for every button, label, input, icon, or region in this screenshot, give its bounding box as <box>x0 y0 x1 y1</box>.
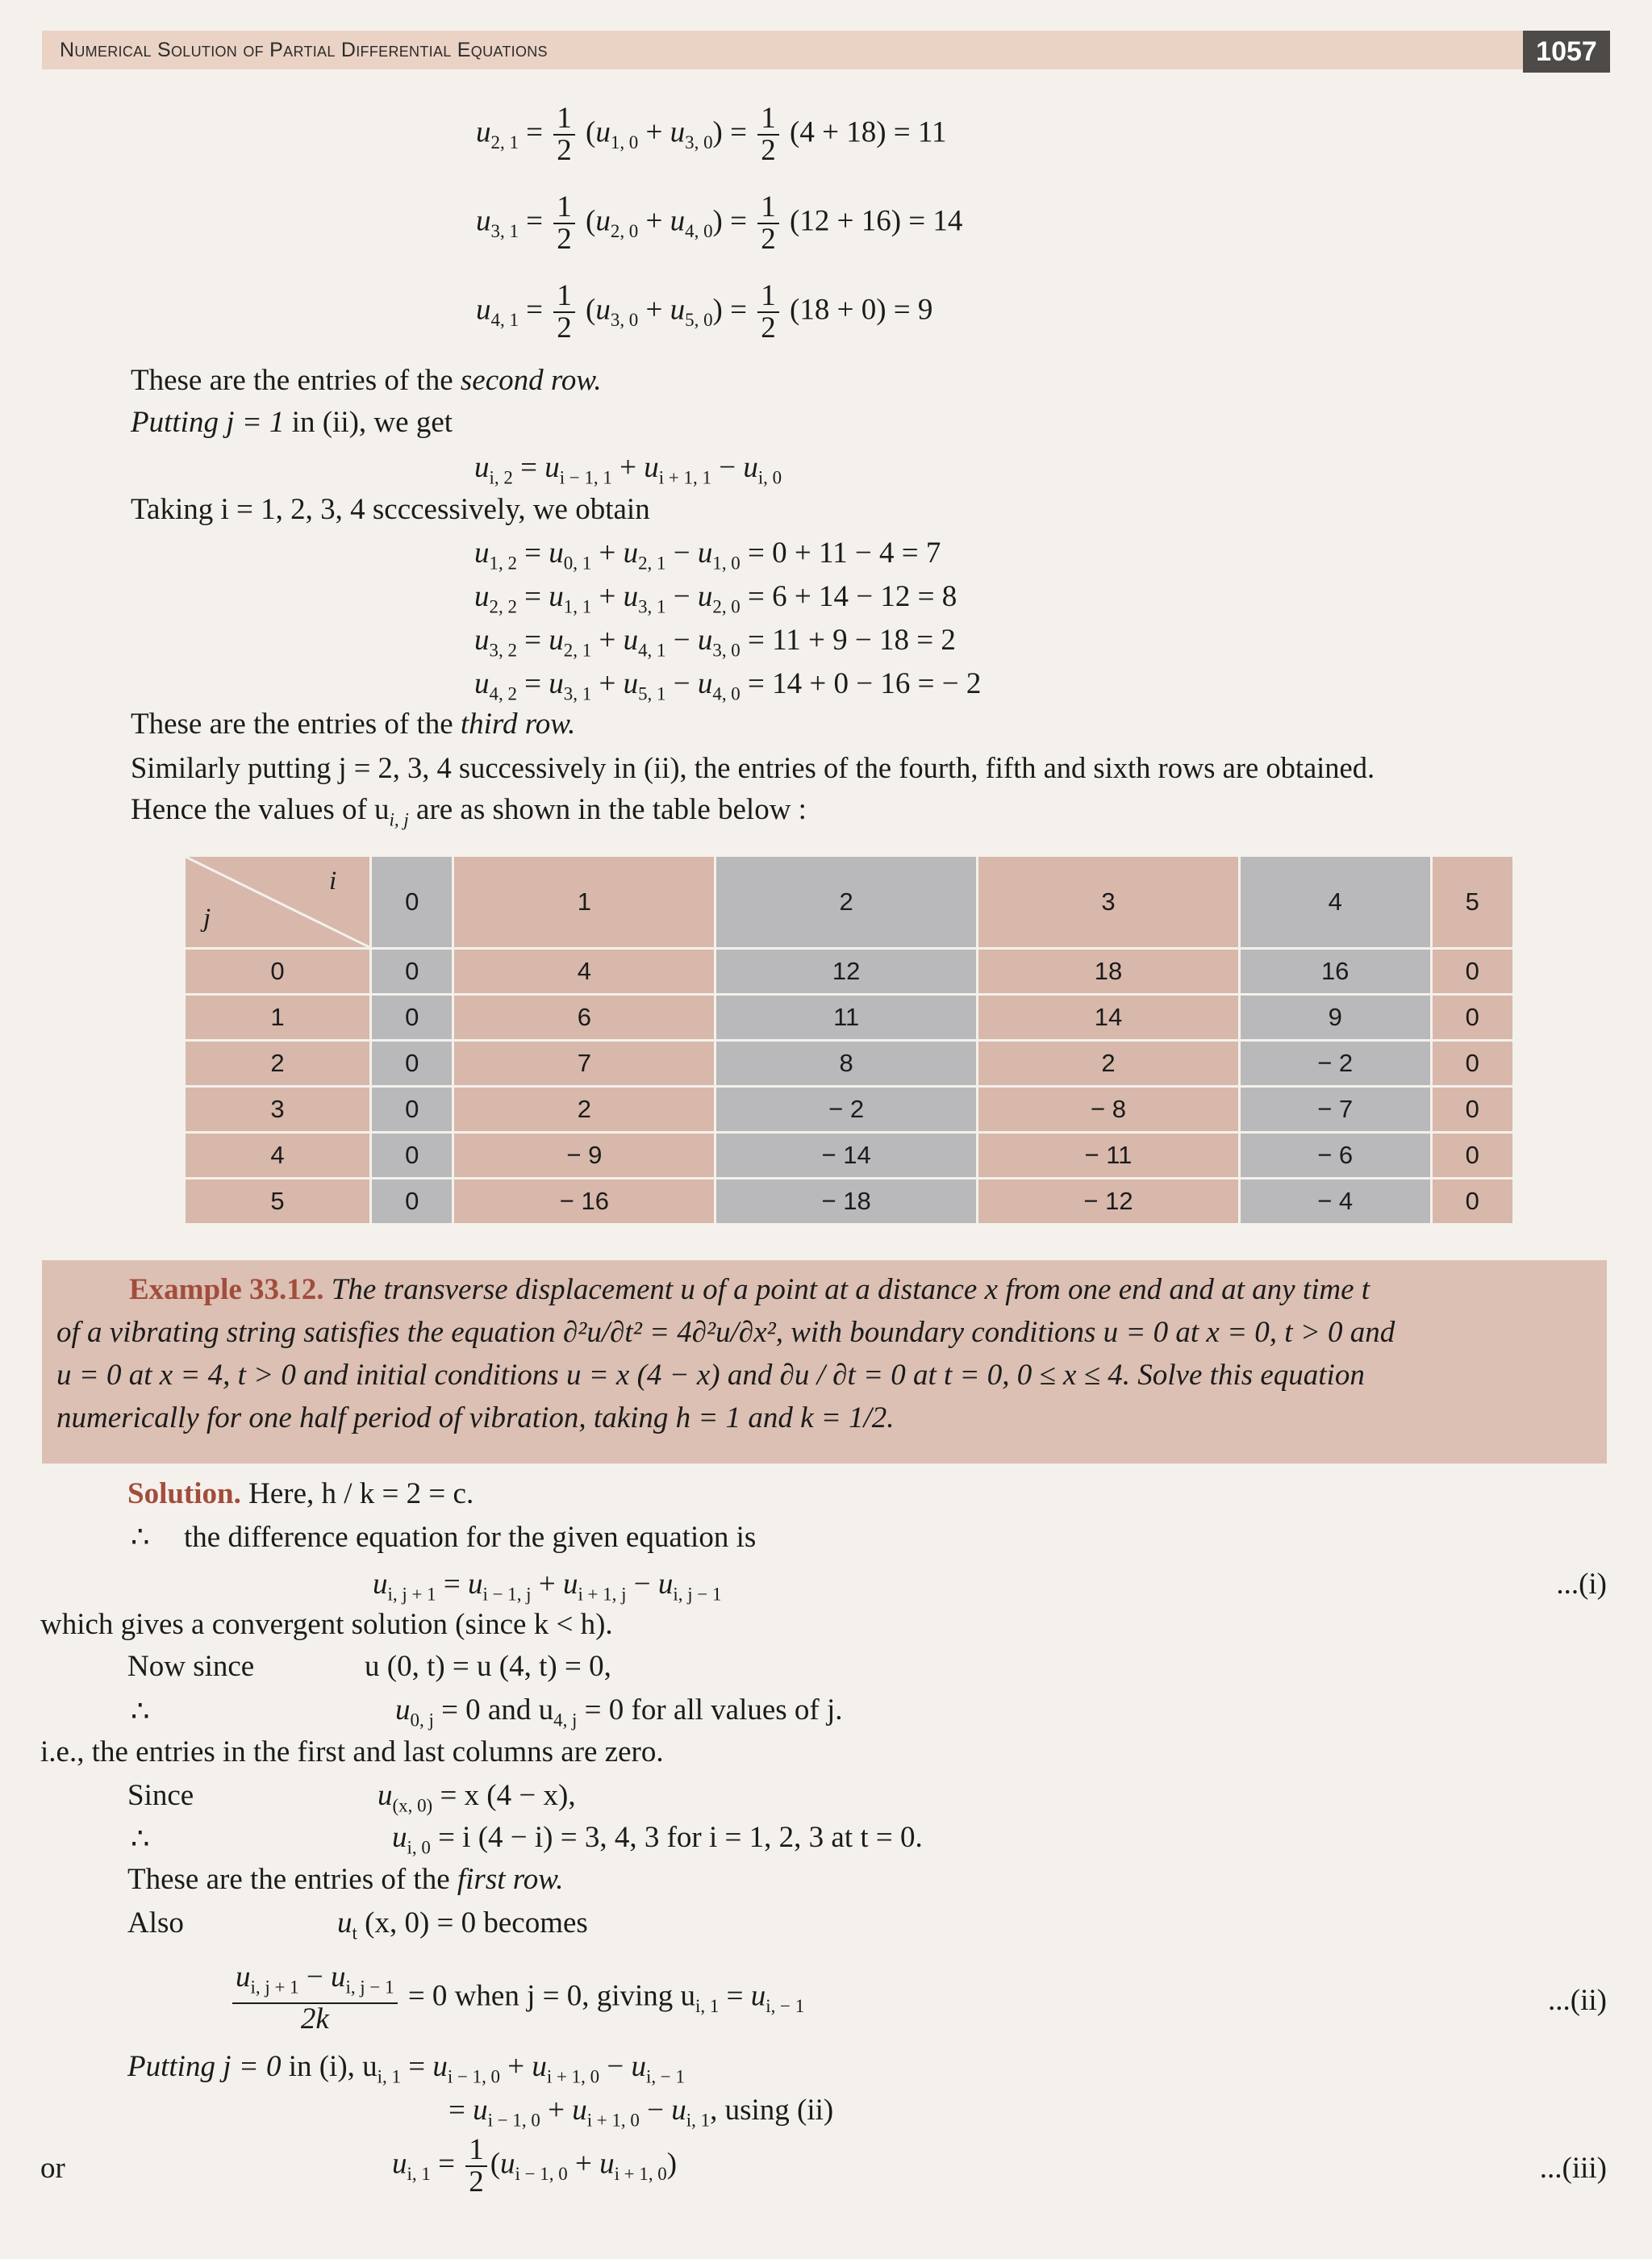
solution-intro: Solution. Here, h / k = 2 = c. <box>127 1477 474 1510</box>
table-row <box>186 1179 1514 1225</box>
table-cell: − 12 <box>978 1179 1240 1225</box>
table-cell: 12 <box>715 949 978 995</box>
equation-u31: $u_{3, 1}$ = $\frac{1}{2}$ $(u_{2, 0} + u_{4, 0})$ = $\frac{1}{2}$ (12 + 16) = 14 <box>476 190 963 256</box>
also-label: Also <box>127 1906 184 1940</box>
convergent-sentence: which gives a convergent solution (since k < h). <box>40 1608 613 1641</box>
col-header: 4 <box>1239 857 1431 949</box>
table-cell: − 6 <box>1239 1133 1431 1179</box>
equation-tag-i: ...(i) <box>1556 1568 1607 1601</box>
ie-sentence: i.e., the entries in the first and last columns are zero. <box>40 1735 664 1768</box>
table-cell: 8 <box>715 1041 978 1087</box>
table-cell: 0 <box>371 1133 453 1179</box>
using-ii-equation: = $u_{i - 1, 0} + u_{i + 1, 0} - u_{i, 1}$, using (ii) <box>448 2094 834 2131</box>
table-cell: 14 <box>978 995 1240 1041</box>
table-cell: 0 <box>1431 995 1514 1041</box>
equation-i: $u_{i, j + 1} = u_{i - 1, j} + u_{i + 1, j} - u_{i, j - 1}$ <box>373 1568 722 1605</box>
derivative-fraction: $\frac{u_{i, j + 1} - u_{i, j - 1}}{2k}$ <box>232 1962 398 2035</box>
taking-i-sentence: Taking i = 1, 2, 3, 4 scccessively, we obtain <box>131 493 650 526</box>
col-header: 5 <box>1431 857 1514 949</box>
table-cell: − 7 <box>1239 1087 1431 1133</box>
table-cell: 0 <box>371 1087 453 1133</box>
row-header: 4 <box>186 1133 371 1179</box>
equation-u32: $u_{3, 2} = u_{2, 1} + u_{4, 1} - u_{3, 0} = 11 + 9 - 18 = 2$ <box>474 624 956 661</box>
hence-sentence: Hence the values of $u_{i, j}$ are as shown in the table below : <box>131 793 807 830</box>
difference-equation-sentence: the difference equation for the given equation is <box>184 1521 757 1554</box>
table-cell: 0 <box>1431 949 1514 995</box>
table-cell: 16 <box>1239 949 1431 995</box>
first-row-sentence: These are the entries of the first row. <box>127 1863 564 1896</box>
table-cell: 4 <box>453 949 715 995</box>
table-cell: − 2 <box>1239 1041 1431 1087</box>
table-row <box>186 1133 1514 1179</box>
similarly-sentence: Similarly putting j = 2, 3, 4 successively in (ii), the entries of the fourth, fifth and sixth rows are obtained. <box>131 751 1375 784</box>
example-statement: Example 33.12. The transverse displacement u of a point at a distance x from one end and at any time t of a vibrating string satisfies the equation ∂²u/∂t² = 4∂²u/∂x², with boundary conditions u = 0 at x = 0, t > 0 and u = 0 at x = 4, t > 0 and initial conditions u = x (4 − x) and ∂u / ∂t = 0 at t = 0, 0 ≤ x ≤ 4. Solve this equation numerically for one half period of vibration, taking h = 1 and k = 1/2. <box>56 1273 1395 1434</box>
equation-iii: $u_{i, 1}$ = $\frac{1}{2}$ $(u_{i - 1, 0} + u_{i + 1, 0})$ <box>392 2133 678 2198</box>
table-cell: − 8 <box>978 1087 1240 1133</box>
initial-condition: $u_{(x, 0)} = x$ (4 − x), <box>378 1779 576 1816</box>
equation-u42: $u_{4, 2} = u_{3, 1} + u_{5, 1} - u_{4, 0} = 14 + 0 - 16$ = − 2 <box>474 667 982 704</box>
table-cell: 0 <box>371 995 453 1041</box>
table-cell: − 18 <box>715 1179 978 1225</box>
table-cell: 0 <box>371 949 453 995</box>
table-cell: 2 <box>978 1041 1240 1087</box>
equation-u41: $u_{4, 1}$ = $\frac{1}{2}$ $(u_{3, 0} + u_{5, 0})$ = $\frac{1}{2}$ (18 + 0) = 9 <box>476 279 933 344</box>
therefore-marker: ∴ <box>131 1823 150 1856</box>
row-header: 2 <box>186 1041 371 1087</box>
row-header: 0 <box>186 949 371 995</box>
third-row-sentence: These are the entries of the third row. <box>131 708 576 741</box>
col-header: 3 <box>978 857 1240 949</box>
or-label: or <box>40 2152 65 2185</box>
equation-tag-ii: ...(ii) <box>1548 1984 1607 2017</box>
table-header-row <box>186 857 1514 949</box>
table-cell: 0 <box>371 1179 453 1225</box>
second-row-sentence: These are the entries of the second row. <box>131 364 602 397</box>
putting-j0-equation: Putting j = 0 in (i), $u_{i, 1} = u_{i - 1, 0} + u_{i + 1, 0} - u_{i, - 1}$ <box>127 2050 685 2087</box>
table-cell: 2 <box>453 1087 715 1133</box>
table-row <box>186 949 1514 995</box>
table-cell: − 2 <box>715 1087 978 1133</box>
values-table <box>186 857 1515 1226</box>
equation-u12: $u_{1, 2} = u_{0, 1} + u_{2, 1} - u_{1, 0} = 0 + 11 - 4 = 7$ <box>474 537 941 574</box>
table-cell: − 16 <box>453 1179 715 1225</box>
ut-condition: $u_t$ (x, 0) = 0 becomes <box>337 1906 588 1944</box>
equation-u22: $u_{2, 2} = u_{1, 1} + u_{3, 1} - u_{2, 0} = 6 + 14 - 12 = 8$ <box>474 580 957 617</box>
j-axis-label: j <box>203 904 211 933</box>
table-cell: − 14 <box>715 1133 978 1179</box>
running-title: Numerical Solution of Partial Differential Equations <box>60 39 548 61</box>
i-axis-label: i <box>329 866 337 896</box>
table-cell: 0 <box>1431 1041 1514 1087</box>
equation-u21: $u_{2, 1}$ = $\frac{1}{2}$ $(u_{1, 0} + u_{3, 0})$ = $\frac{1}{2}$ (4 + 18) = 11 <box>476 102 947 167</box>
table-cell: 9 <box>1239 995 1431 1041</box>
boundary-entries: $u_{0, j} = 0$ and $u_{4, j} = 0$ for all values of j. <box>395 1693 843 1731</box>
table-cell: 6 <box>453 995 715 1041</box>
table-cell: 11 <box>715 995 978 1041</box>
since-label: Since <box>127 1779 194 1812</box>
table-row <box>186 1087 1514 1133</box>
table-cell: 0 <box>1431 1179 1514 1225</box>
table-cell: − 11 <box>978 1133 1240 1179</box>
now-since-label: Now since <box>127 1650 255 1683</box>
row-header: 1 <box>186 995 371 1041</box>
table-cell: − 4 <box>1239 1179 1431 1225</box>
col-header: 1 <box>453 857 715 949</box>
putting-j1-sentence: Putting j = 1 in (ii), we get <box>131 406 453 439</box>
page-number: 1057 <box>1523 31 1610 73</box>
derivative-fraction-equation: $\frac{u_{i, j + 1} - u_{i, j - 1}}{2k}$ = 0 when j = 0, giving $u_{i, 1} = u_{i, - 1}$ <box>229 1962 804 2035</box>
table-cell: 0 <box>1431 1087 1514 1133</box>
first-row-values: $u_{i, 0} = i$ (4 − i) = 3, 4, 3 for i = 1, 2, 3 at t = 0. <box>392 1821 923 1858</box>
table-cell: 0 <box>1431 1133 1514 1179</box>
col-header: 2 <box>715 857 978 949</box>
corner-diagonal <box>186 857 369 947</box>
table-cell: − 9 <box>453 1133 715 1179</box>
therefore-marker: ∴ <box>131 1695 150 1728</box>
table-cell: 7 <box>453 1041 715 1087</box>
solution-label: Solution. <box>127 1477 241 1510</box>
example-label: Example 33.12. <box>129 1273 324 1306</box>
col-header: 0 <box>371 857 453 949</box>
table-cell: 18 <box>978 949 1240 995</box>
row-header: 3 <box>186 1087 371 1133</box>
therefore-marker: ∴ <box>131 1521 150 1554</box>
table-cell: 0 <box>371 1041 453 1087</box>
table-row <box>186 1041 1514 1087</box>
boundary-condition: u (0, t) = u (4, t) = 0, <box>365 1650 611 1683</box>
equation-tag-iii: ...(iii) <box>1539 2152 1607 2185</box>
table-row <box>186 995 1514 1041</box>
table-corner-cell <box>186 857 371 949</box>
row-header: 5 <box>186 1179 371 1225</box>
equation-ui2: $u_{i, 2} = u_{i - 1, 1} + u_{i + 1, 1} - u_{i, 0}$ <box>474 451 782 488</box>
